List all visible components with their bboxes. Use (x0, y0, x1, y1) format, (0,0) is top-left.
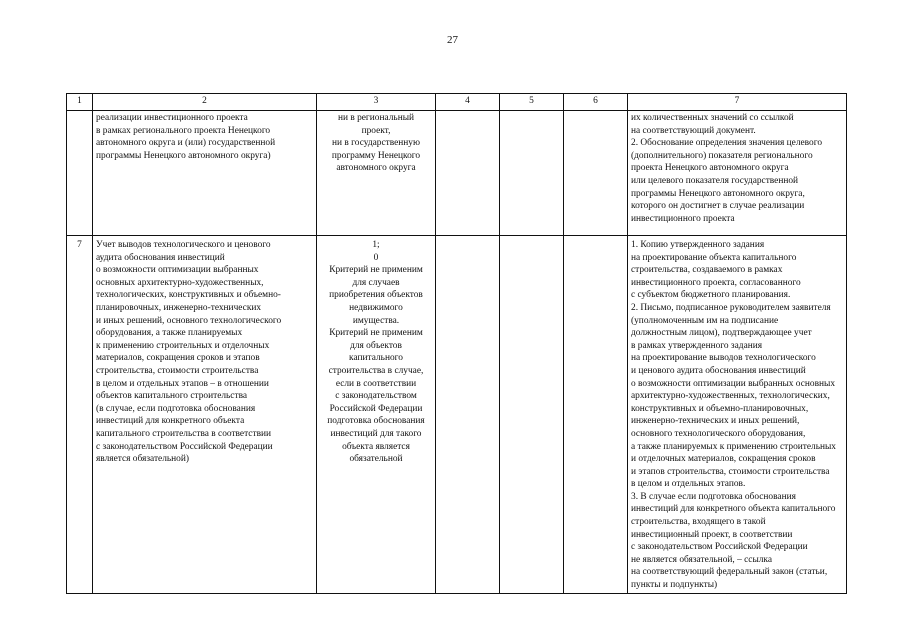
cell-text-line: и ценового аудита обоснования инвестиций (631, 365, 806, 376)
column-header: 3 (317, 94, 436, 111)
cell-text-line: реализации инвестиционного проекта (96, 113, 248, 123)
table-cell-col5 (500, 236, 564, 594)
cell-text-line: объектов капитального строительства (96, 391, 248, 402)
cell-text-line: инвестиционный проект, в соответствии (631, 529, 793, 540)
cell-text-line: ни в региональный (337, 113, 415, 123)
column-header: 7 (628, 94, 847, 111)
cell-text-line: 1. Копию утвержденного задания (631, 240, 765, 250)
cell-text-line: инвестиционного проекта, согласованного (631, 277, 801, 288)
cell-text-line: планировочных, инженерно-технических (96, 302, 262, 313)
cell-text-line: Критерий не применим (329, 265, 423, 276)
cell-text-line: на проектирование объекта капитального (631, 252, 797, 263)
cell-text-line: 1; (372, 240, 380, 250)
table-row (67, 111, 847, 236)
table-cell-col6 (564, 111, 628, 236)
cell-text-line: архитектурно-художественных, технологических, (631, 391, 830, 402)
cell-text-line: в рамках утвержденного задания (631, 340, 763, 351)
cell-text-line: в целом и отдельных этапов – в отношении (96, 378, 269, 389)
cell-text-line: о возможности оптимизации выбранных основных (631, 378, 836, 389)
cell-text-line: инвестиционного проекта (631, 213, 735, 224)
column-header: 5 (500, 94, 564, 111)
cell-text-line: ни в государственную (332, 138, 420, 149)
page-number: 27 (447, 34, 458, 46)
cell-text-line: которого он достигнет в случае реализации (631, 201, 805, 212)
cell-text-line: имущества. (352, 315, 400, 326)
table-cell-col7 (628, 236, 847, 594)
cell-text-line: в целом и отдельных этапов. (631, 479, 746, 490)
cell-text-line: на соответствующий документ. (631, 125, 756, 136)
cell-text-line: строительства, стоимости строительства (96, 365, 259, 376)
cell-text-line: для объектов (350, 340, 402, 351)
column-header: 2 (93, 94, 317, 111)
cell-text-line: подготовка обоснования (327, 416, 425, 427)
cell-text-line: недвижимого (349, 302, 403, 313)
cell-text-line: не является обязательной, – ссылка (631, 554, 772, 565)
table-cell-col3 (317, 111, 436, 236)
cell-text-line: 2. Письмо, подписанное руководителем заявителя (631, 302, 831, 313)
cell-text-line: и отделочных материалов, сокращения сроков (631, 454, 816, 465)
table-cell-col7 (628, 111, 847, 236)
cell-text-line: и этапов строительства, стоимости строительства (631, 466, 830, 477)
cell-text-line: к применению строительных и отделочных (96, 340, 270, 351)
cell-text-line: Российской Федерации (329, 403, 423, 414)
cell-text-line: инвестиций для конкретного объекта капитального (631, 504, 836, 515)
cell-text-line: для случаев (352, 277, 400, 288)
cell-text-line: строительства в случае, (328, 365, 424, 376)
table-cell-col2 (93, 111, 317, 236)
cell-text-line: Критерий не применим (329, 328, 423, 339)
cell-text-line: обязательной (349, 454, 403, 465)
cell-text-line: строительства, входящего в такой (631, 517, 766, 528)
cell-text-line: является обязательной) (96, 454, 190, 465)
cell-text-line: на соответствующий федеральный закон (статьи, (631, 567, 828, 578)
cell-text-line: инженерно-технических и иных решений, (631, 416, 800, 427)
cell-text-line: с законодательством (335, 391, 417, 402)
column-header: 6 (564, 94, 628, 111)
table-cell-col3 (317, 236, 436, 594)
cell-text-line: капитального строительства в соответствии (96, 428, 272, 439)
cell-text-line: Учет выводов технологического и ценового (96, 240, 271, 250)
cell-text-line: проект, (361, 125, 391, 136)
table-cell-col2 (93, 236, 317, 594)
cell-text-line: 2. Обоснование определения значения целевого (631, 138, 823, 149)
criteria-table (66, 93, 847, 594)
table-cell-num (67, 111, 93, 236)
header-row (67, 94, 847, 111)
cell-text-line: капитального (349, 353, 403, 364)
cell-text-line: (дополнительного) показателя регионального (631, 150, 813, 161)
table-cell-col4 (436, 236, 500, 594)
cell-text-line: с субъектом бюджетного планирования. (631, 290, 791, 301)
cell-text-line: основного технологического оборудования, (631, 428, 806, 439)
cell-text-line: должностным лицом), подтверждающее учет (631, 328, 812, 339)
table-cell-col6 (564, 236, 628, 594)
cell-text-line: оборудования, а также планируемых (96, 328, 243, 339)
cell-text-line: материалов, сокращения сроков и этапов (96, 353, 260, 364)
cell-text-line: 0 (373, 252, 379, 263)
cell-text-line: программу Ненецкого (331, 150, 421, 161)
cell-text-line: (в случае, если подготовка обоснования (96, 403, 256, 414)
table-cell-num: 7 (67, 236, 93, 594)
cell-text-line: основных архитектурно-художественных, (96, 277, 264, 288)
cell-text-line: а также планируемых к применению строительных (631, 441, 836, 452)
cell-text-line: с законодательством Российской Федерации (96, 441, 273, 452)
cell-text-line: с законодательством Российской Федерации (631, 542, 808, 553)
cell-text-line: инвестиций для конкретного объекта (96, 416, 245, 427)
table-cell-col5 (500, 111, 564, 236)
cell-text-line: проекта Ненецкого автономного округа (631, 163, 789, 174)
cell-text-line: и иных решений, основного технологического (96, 315, 282, 326)
cell-text-line: технологических, конструктивных и объемно- (96, 290, 281, 301)
cell-text-line: о возможности оптимизации выбранных (96, 265, 259, 276)
cell-text-line: пункты и подпункты) (631, 580, 718, 591)
cell-text-line: инвестиций для такого (330, 428, 422, 439)
cell-text-line: объекта является (342, 441, 410, 452)
cell-text-line: их количественных значений со ссылкой (631, 113, 794, 123)
cell-text-line: конструктивных и объемно-планировочных, (631, 403, 809, 414)
cell-text-line: (уполномоченным им на подписание (631, 315, 779, 326)
cell-text-line: программы Ненецкого автономного округа) (96, 150, 271, 161)
cell-text-line: в рамках регионального проекта Ненецкого (96, 125, 271, 136)
table-cell-col4 (436, 111, 500, 236)
cell-text-line: приобретения объектов (329, 290, 423, 301)
cell-text-line: 3. В случае если подготовка обоснования (631, 491, 796, 502)
cell-text-line: программы Ненецкого автономного округа, (631, 188, 805, 199)
column-header: 1 (67, 94, 93, 111)
cell-text-line: автономного округа и (или) государственной (96, 138, 276, 149)
cell-text-line: или целевого показателя государственной (631, 175, 799, 186)
table-row (67, 236, 847, 594)
cell-text-line: если в соответствии (335, 378, 417, 389)
cell-text-line: на проектирование выводов технологического (631, 353, 816, 364)
cell-text-line: строительства, создаваемого в рамках (631, 265, 783, 276)
cell-text-line: аудита обоснования инвестиций (96, 252, 225, 263)
cell-text-line: автономного округа (336, 163, 416, 174)
column-header: 4 (436, 94, 500, 111)
